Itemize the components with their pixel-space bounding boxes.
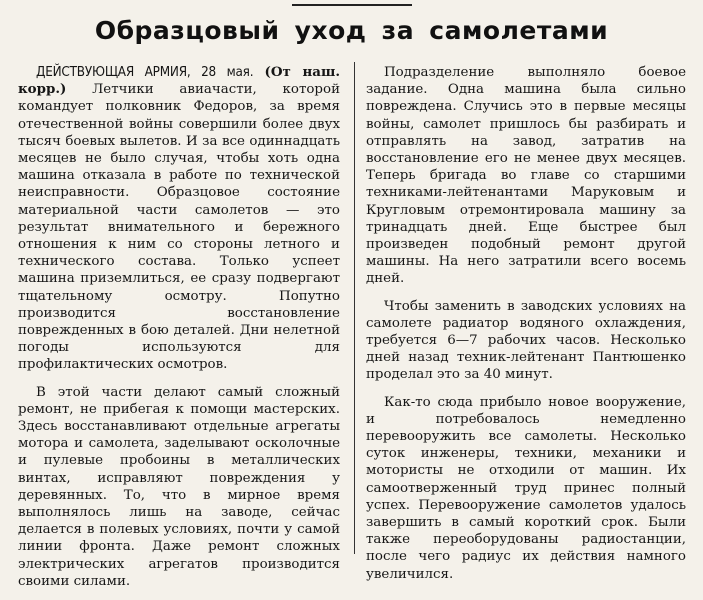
column-divider [354,62,355,554]
left-paragraph-2: В этой части делают самый сложный ремонт, не прибегая к помощи мастерских. Здесь восстанавливают отдельные агрегаты мотора и самолета, заделывают осколочные и пулевые пробоины в металлических винтах, исправляют повреждения у деревянных. То, что в мирное время выполнялось лишь на заводе, сейчас делается в полевых условиях, почти у самой линии фронта. Даже ремонт сложных электрических агрегатов производится своими силами. [18,384,340,589]
article-headline: Образцовый уход за самолетами [94,16,609,45]
dateline: ДЕЙСТВУЮЩАЯ АРМИЯ, 28 мая. [36,65,254,80]
left-paragraph-1-text: Летчики авиачасти, которой командует полковник Федоров, за время отечественной войны совершили более двух тысяч боевых вылетов. И за все одиннадцать месяцев не было случая, чтобы хоть одна машина отказала в работе по технической неисправности. Образцовое состояние материальной части самолетов — это результат внимательного и бережного отношения к ним со стороны летного и технического состава. Только успеет машина приземлиться, ее сразу подвергают тщательному осмотру. Попутно производится восстановление поврежденных в бою деталей. Дни нелетной погоды используются для профилактических осмотров. [18,82,340,373]
left-column [18,64,340,600]
top-rule [292,4,412,6]
right-paragraph-3: Как-то сюда прибыло новое вооружение, и потребовалось немедленно перевооружить все самолеты. Несколько суток инженеры, техники, механики и мотористы не отходили от машин. Их самоотверженный труд принес полный успех. Перевооружение самолетов удалось завершить в самый короткий срок. Были также переоборудованы радиостанции, после чего радиус их действия намного увеличился. [366,394,686,582]
correspondent-credit: (От наш. корр.) [18,64,340,98]
right-column [366,64,686,593]
right-paragraph-1: Подразделение выполняло боевое задание. Одна машина была сильно повреждена. Случись это в первые месяцы войны, самолет пришлось бы разбирать и отправлять на завод, затратив на восстановление его не менее двух месяцев. Теперь бригада во главе со старшими техниками-лейтенантами Маруковым и Кругловым отремонтировала машину за тринадцать дней. Еще быстрее был произведен подобный ремонт другой машины. На него затратили всего восемь дней. [366,65,686,287]
right-paragraph-2: Чтобы заменить в заводских условиях на самолете радиатор водяного охлаждения, требуется 6—7 рабочих часов. Несколько дней назад техник-лейтенант Пантюшенко проделал это за 40 минут. [366,298,686,383]
left-paragraph-1 [18,64,340,374]
